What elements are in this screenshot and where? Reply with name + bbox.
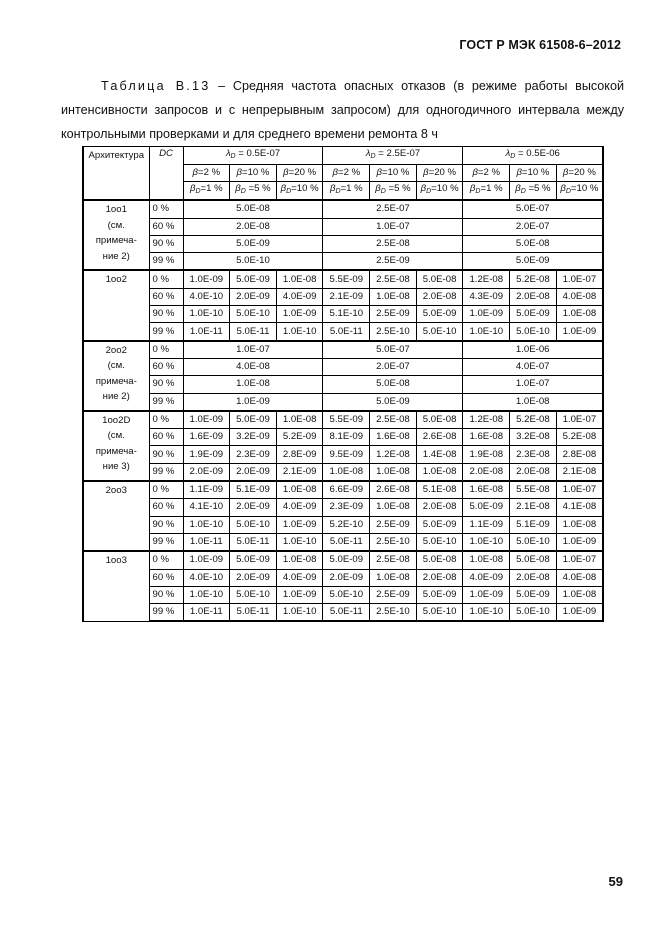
value-cell: 2.0E-07 [463, 218, 603, 235]
value-cell: 1.0E-08 [370, 288, 417, 305]
value-cell: 1.0E-09 [556, 533, 603, 551]
value-cell: 1.0E-08 [183, 376, 323, 393]
dc-cell: 99 % [149, 393, 183, 411]
dc-cell: 60 % [149, 288, 183, 305]
value-cell: 5.0E-11 [230, 533, 277, 551]
lambda-group-header: $\lambda_D = 0.5E-07$ [183, 147, 323, 165]
table-row [83, 516, 603, 533]
value-cell: 1.0E-09 [183, 551, 230, 569]
value-cell: 4.0E-09 [276, 569, 323, 586]
beta-header: β=20 % [276, 165, 323, 182]
value-cell: 1.6E-09 [183, 429, 230, 446]
value-cell: 2.0E-09 [323, 569, 370, 586]
value-cell: 1.0E-08 [276, 411, 323, 429]
value-cell: 2.1E-09 [276, 463, 323, 481]
value-cell: 1.0E-10 [183, 306, 230, 323]
table-row [83, 393, 603, 411]
table-row [83, 376, 603, 393]
beta-header: β=2 % [463, 165, 510, 182]
value-cell: 5.0E-10 [510, 604, 557, 622]
dc-cell: 0 % [149, 200, 183, 218]
value-cell: 5.0E-07 [463, 200, 603, 218]
value-cell: 5.2E-08 [556, 429, 603, 446]
value-cell: 5.0E-09 [323, 551, 370, 569]
table-row [83, 604, 603, 622]
value-cell: 1.0E-08 [556, 306, 603, 323]
table-row [83, 463, 603, 481]
beta-header: β=10 % [370, 165, 417, 182]
table-row [83, 551, 603, 569]
value-cell: 5.0E-10 [183, 253, 323, 271]
value-cell: 5.0E-11 [323, 533, 370, 551]
value-cell: 5.1E-10 [323, 306, 370, 323]
value-cell: 5.2E-08 [510, 270, 557, 288]
value-cell: 2.5E-10 [370, 533, 417, 551]
value-cell: 5.0E-09 [416, 306, 463, 323]
value-cell: 5.0E-10 [230, 306, 277, 323]
value-cell: 4.0E-09 [276, 499, 323, 516]
architecture-cell: 1oo2D (см. примеча- ние 3) [83, 411, 149, 481]
value-cell: 2.6E-08 [416, 429, 463, 446]
value-cell: 1.0E-09 [276, 306, 323, 323]
value-cell: 1.0E-08 [463, 393, 603, 411]
architecture-cell: 1oo2 [83, 270, 149, 340]
dc-cell: 60 % [149, 569, 183, 586]
value-cell: 5.0E-09 [230, 411, 277, 429]
value-cell: 3.2E-08 [510, 429, 557, 446]
lambda-group-header: $\lambda_D = 0.5E-06$ [463, 147, 603, 165]
value-cell: 5.1E-08 [416, 481, 463, 499]
value-cell: 1.4E-08 [416, 446, 463, 463]
beta-header: β=10 % [230, 165, 277, 182]
table-row [83, 235, 603, 252]
table-row [83, 253, 603, 271]
value-cell: 5.5E-08 [510, 481, 557, 499]
value-cell: 5.0E-11 [323, 323, 370, 341]
value-cell: 1.0E-10 [276, 533, 323, 551]
table-caption [61, 74, 624, 146]
value-cell: 1.0E-07 [463, 376, 603, 393]
value-cell: 5.0E-10 [510, 533, 557, 551]
value-cell: 5.0E-10 [416, 323, 463, 341]
table-row [83, 411, 603, 429]
value-cell: 1.0E-09 [463, 306, 510, 323]
value-cell: 5.0E-09 [323, 393, 463, 411]
value-cell: 1.0E-06 [463, 341, 603, 359]
value-cell: 3.2E-09 [230, 429, 277, 446]
value-cell: 4.0E-08 [556, 288, 603, 305]
value-cell: 2.0E-08 [510, 463, 557, 481]
value-cell: 1.0E-08 [463, 551, 510, 569]
value-cell: 5.0E-08 [463, 235, 603, 252]
table-row [83, 218, 603, 235]
value-cell: 5.0E-07 [323, 341, 463, 359]
value-cell: 1.0E-10 [276, 323, 323, 341]
value-cell: 1.0E-11 [183, 533, 230, 551]
value-cell: 1.0E-09 [183, 411, 230, 429]
dc-cell: 99 % [149, 533, 183, 551]
value-cell: 1.0E-10 [183, 516, 230, 533]
value-cell: 1.9E-08 [463, 446, 510, 463]
dc-cell: 0 % [149, 341, 183, 359]
table-row [83, 200, 603, 218]
value-cell: 5.0E-09 [230, 551, 277, 569]
beta-d-header: $\beta_D=10$ % [276, 182, 323, 201]
value-cell: 2.0E-08 [463, 463, 510, 481]
value-cell: 1.0E-11 [183, 604, 230, 622]
beta-d-header: $\beta_D=10$ % [416, 182, 463, 201]
value-cell: 2.3E-09 [323, 499, 370, 516]
dc-cell: 99 % [149, 463, 183, 481]
col-header-dc: DC [149, 147, 183, 201]
dc-cell: 99 % [149, 253, 183, 271]
value-cell: 4.1E-10 [183, 499, 230, 516]
value-cell: 2.1E-08 [510, 499, 557, 516]
value-cell: 1.6E-08 [370, 429, 417, 446]
value-cell: 1.0E-07 [556, 270, 603, 288]
value-cell: 2.5E-09 [370, 586, 417, 603]
dc-cell: 90 % [149, 586, 183, 603]
value-cell: 5.0E-09 [463, 499, 510, 516]
dc-cell: 90 % [149, 446, 183, 463]
value-cell: 5.0E-09 [463, 253, 603, 271]
table-row [83, 446, 603, 463]
value-cell: 1.0E-09 [183, 393, 323, 411]
value-cell: 2.0E-09 [230, 569, 277, 586]
value-cell: 1.0E-08 [370, 463, 417, 481]
value-cell: 5.0E-09 [416, 586, 463, 603]
value-cell: 2.0E-09 [230, 499, 277, 516]
value-cell: 2.5E-09 [323, 253, 463, 271]
beta-d-header: $\beta_D =5$ % [370, 182, 417, 201]
dc-cell: 90 % [149, 376, 183, 393]
value-cell: 4.0E-10 [183, 288, 230, 305]
value-cell: 1.0E-08 [276, 481, 323, 499]
value-cell: 5.2E-09 [276, 429, 323, 446]
beta-header: β=20 % [556, 165, 603, 182]
value-cell: 1.0E-08 [323, 463, 370, 481]
architecture-cell: 2oo3 [83, 481, 149, 551]
value-cell: 2.5E-10 [370, 323, 417, 341]
value-cell: 1.0E-09 [556, 604, 603, 622]
value-cell: 2.0E-08 [510, 569, 557, 586]
beta-header: β=2 % [323, 165, 370, 182]
table-row [83, 481, 603, 499]
value-cell: 2.8E-09 [276, 446, 323, 463]
value-cell: 1.0E-08 [276, 270, 323, 288]
value-cell: 2.1E-08 [556, 463, 603, 481]
architecture-cell: 1oo1 (см. примеча- ние 2) [83, 200, 149, 270]
dc-cell: 60 % [149, 499, 183, 516]
standard-header: ГОСТ Р МЭК 61508-6–2012 [459, 38, 621, 52]
value-cell: 5.0E-10 [323, 586, 370, 603]
value-cell: 5.0E-08 [416, 411, 463, 429]
dc-cell: 60 % [149, 429, 183, 446]
value-cell: 1.0E-07 [556, 481, 603, 499]
architecture-cell: 1oo3 [83, 551, 149, 621]
col-header-architecture: Архитектура [83, 147, 149, 201]
value-cell: 4.0E-09 [463, 569, 510, 586]
value-cell: 2.5E-10 [370, 604, 417, 622]
value-cell: 2.5E-08 [370, 551, 417, 569]
table-row [83, 341, 603, 359]
architecture-cell: 2oo2 (см. примеча- ние 2) [83, 341, 149, 411]
value-cell: 5.2E-08 [510, 411, 557, 429]
dc-cell: 0 % [149, 270, 183, 288]
value-cell: 9.5E-09 [323, 446, 370, 463]
value-cell: 2.0E-08 [510, 288, 557, 305]
value-cell: 5.0E-10 [416, 604, 463, 622]
beta-header: β=20 % [416, 165, 463, 182]
value-cell: 2.0E-08 [416, 569, 463, 586]
value-cell: 5.1E-09 [510, 516, 557, 533]
dc-cell: 99 % [149, 604, 183, 622]
value-cell: 4.0E-08 [183, 358, 323, 375]
value-cell: 5.1E-09 [230, 481, 277, 499]
value-cell: 1.2E-08 [463, 411, 510, 429]
dc-cell: 0 % [149, 481, 183, 499]
value-cell: 2.0E-08 [416, 499, 463, 516]
value-cell: 1.0E-07 [556, 411, 603, 429]
value-cell: 1.0E-08 [416, 463, 463, 481]
value-cell: 1.1E-09 [463, 516, 510, 533]
value-cell: 2.3E-08 [510, 446, 557, 463]
value-cell: 4.0E-09 [276, 288, 323, 305]
value-cell: 2.0E-09 [230, 463, 277, 481]
value-cell: 5.0E-09 [416, 516, 463, 533]
value-cell: 5.0E-08 [416, 270, 463, 288]
dc-cell: 99 % [149, 323, 183, 341]
value-cell: 5.0E-11 [323, 604, 370, 622]
page-number: 59 [608, 874, 623, 889]
value-cell: 2.5E-09 [370, 516, 417, 533]
table-label: Таблица В.13 [101, 79, 211, 93]
value-cell: 1.0E-10 [463, 604, 510, 622]
value-cell: 1.9E-09 [183, 446, 230, 463]
value-cell: 5.0E-10 [230, 586, 277, 603]
table-row [83, 429, 603, 446]
table-row [83, 288, 603, 305]
beta-header: β=2 % [183, 165, 230, 182]
table-row [83, 586, 603, 603]
value-cell: 2.5E-08 [370, 270, 417, 288]
value-cell: 2.5E-07 [323, 200, 463, 218]
value-cell: 1.0E-11 [183, 323, 230, 341]
table-row [83, 270, 603, 288]
value-cell: 5.0E-09 [183, 235, 323, 252]
value-cell: 1.0E-07 [323, 218, 463, 235]
value-cell: 4.0E-07 [463, 358, 603, 375]
value-cell: 5.5E-09 [323, 411, 370, 429]
value-cell: 1.0E-09 [183, 270, 230, 288]
value-cell: 2.0E-09 [230, 288, 277, 305]
caption-text: – Средняя частота опасных отказов (в режиме работы высокой интенсивности запросов и с непрерывным запросом) для одногодичного интервала между контрольными проверками и для среднего времени ремонта 8 ч [61, 79, 624, 141]
value-cell: 5.0E-08 [183, 200, 323, 218]
dc-cell: 60 % [149, 358, 183, 375]
beta-d-header: $\beta_D=1$ % [463, 182, 510, 201]
value-cell: 5.0E-10 [416, 533, 463, 551]
value-cell: 5.0E-09 [230, 270, 277, 288]
beta-d-header: $\beta_D =5$ % [510, 182, 557, 201]
table-row [83, 499, 603, 516]
value-cell: 2.3E-09 [230, 446, 277, 463]
value-cell: 1.0E-09 [463, 586, 510, 603]
value-cell: 5.5E-09 [323, 270, 370, 288]
beta-d-header: $\beta_D=1$ % [323, 182, 370, 201]
value-cell: 1.0E-10 [463, 533, 510, 551]
table-row [83, 533, 603, 551]
table-row [83, 358, 603, 375]
value-cell: 2.1E-09 [323, 288, 370, 305]
dc-cell: 90 % [149, 306, 183, 323]
value-cell: 1.0E-10 [276, 604, 323, 622]
value-cell: 1.0E-09 [276, 586, 323, 603]
dc-cell: 0 % [149, 411, 183, 429]
dc-cell: 60 % [149, 218, 183, 235]
table-row [83, 306, 603, 323]
value-cell: 5.0E-11 [230, 323, 277, 341]
lambda-group-header: $\lambda_D = 2.5E-07$ [323, 147, 463, 165]
value-cell: 5.0E-09 [510, 586, 557, 603]
value-cell: 5.0E-08 [323, 376, 463, 393]
table-row [83, 323, 603, 341]
value-cell: 2.0E-08 [183, 218, 323, 235]
value-cell: 5.0E-08 [416, 551, 463, 569]
value-cell: 2.0E-08 [416, 288, 463, 305]
value-cell: 5.0E-11 [230, 604, 277, 622]
value-cell: 1.1E-09 [183, 481, 230, 499]
value-cell: 1.0E-09 [556, 323, 603, 341]
value-cell: 2.8E-08 [556, 446, 603, 463]
value-cell: 1.2E-08 [463, 270, 510, 288]
dc-cell: 90 % [149, 516, 183, 533]
dc-cell: 0 % [149, 551, 183, 569]
beta-header: β=10 % [510, 165, 557, 182]
value-cell: 1.6E-08 [463, 481, 510, 499]
beta-d-header: $\beta_D =5$ % [230, 182, 277, 201]
value-cell: 4.0E-08 [556, 569, 603, 586]
value-cell: 1.6E-08 [463, 429, 510, 446]
value-cell: 2.5E-09 [370, 306, 417, 323]
value-cell: 4.0E-10 [183, 569, 230, 586]
value-cell: 5.0E-10 [510, 323, 557, 341]
dc-cell: 90 % [149, 235, 183, 252]
value-cell: 1.0E-10 [183, 586, 230, 603]
value-cell: 1.0E-07 [183, 341, 323, 359]
value-cell: 1.0E-09 [276, 516, 323, 533]
value-cell: 2.0E-09 [183, 463, 230, 481]
beta-d-header: $\beta_D=1$ % [183, 182, 230, 201]
value-cell: 1.2E-08 [370, 446, 417, 463]
value-cell: 4.3E-09 [463, 288, 510, 305]
value-cell: 4.1E-08 [556, 499, 603, 516]
value-cell: 5.0E-09 [510, 306, 557, 323]
beta-d-header: $\beta_D=10$ % [556, 182, 603, 201]
value-cell: 2.5E-08 [370, 411, 417, 429]
value-cell: 8.1E-09 [323, 429, 370, 446]
value-cell: 5.0E-10 [230, 516, 277, 533]
table-row [83, 569, 603, 586]
value-cell: 2.5E-08 [323, 235, 463, 252]
value-cell: 1.0E-08 [556, 516, 603, 533]
value-cell: 2.6E-08 [370, 481, 417, 499]
value-cell: 1.0E-08 [370, 499, 417, 516]
value-cell: 1.0E-10 [463, 323, 510, 341]
value-cell: 5.2E-10 [323, 516, 370, 533]
value-cell: 1.0E-08 [556, 586, 603, 603]
failure-rate-table [82, 146, 604, 622]
value-cell: 5.0E-08 [510, 551, 557, 569]
value-cell: 1.0E-07 [556, 551, 603, 569]
value-cell: 1.0E-08 [370, 569, 417, 586]
value-cell: 2.0E-07 [323, 358, 463, 375]
value-cell: 6.6E-09 [323, 481, 370, 499]
value-cell: 1.0E-08 [276, 551, 323, 569]
